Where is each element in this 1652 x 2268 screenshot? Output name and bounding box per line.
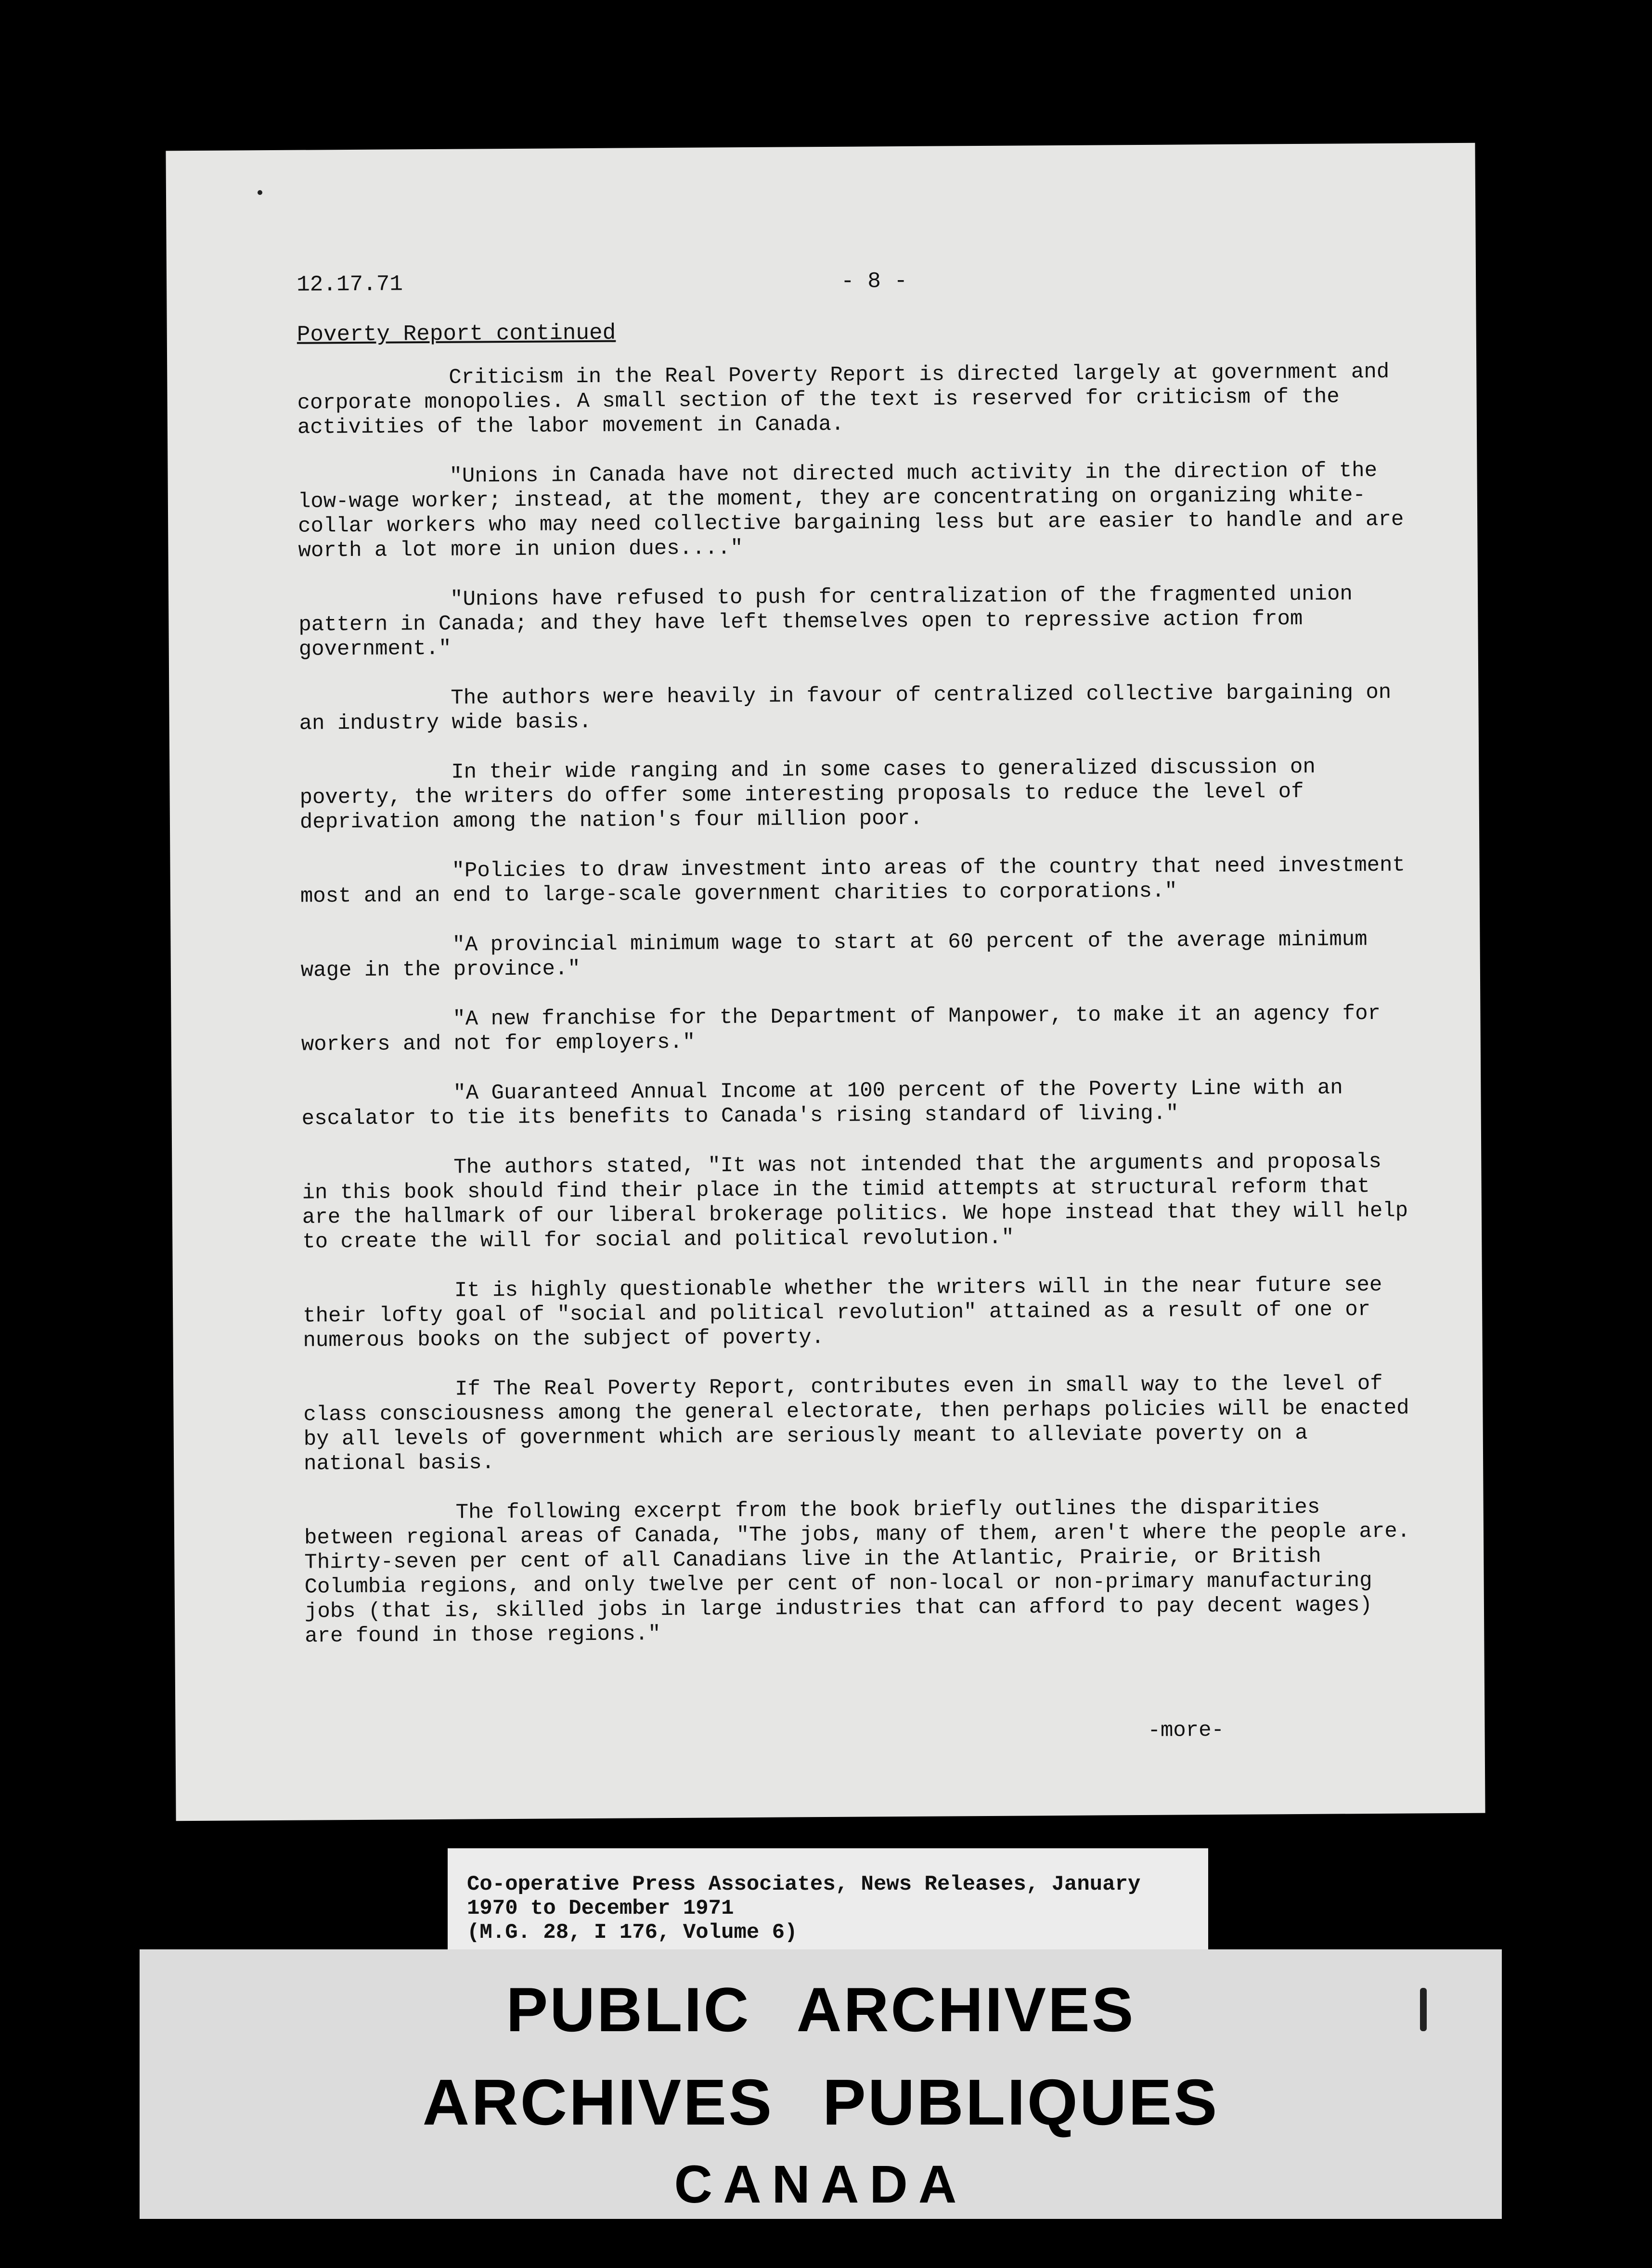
archive-label-line: Co-operative Press Associates, News Releases, January [467,1872,1141,1896]
paragraph: Criticism in the Real Poverty Report is directed largely at government and corporate monopolies. A small section of the text is reserved for criticism of the activities of the labor movement in Canada. [297,360,1390,440]
paragraph: The following excerpt from the book briefly outlines the disparities between regional areas of Canada, "The jobs, many of them, aren't where the people are. Thirty-seven per cent of all Canadians live in the Atlantic, Prairie, or British Columbia regions, and only twelve per cent of non-local or non-primary manufacturing jobs (that is, skilled jobs in large industries that can afford to pay decent wages) are found in those regions." [304,1495,1410,1649]
paragraph: The authors were heavily in favour of centralized collective bargaining on an industry wide basis. [299,680,1392,736]
paragraph: In their wide ranging and in some cases to generalized discussion on poverty, the writers do offer some interesting proposals to reduce the level of deprivation among the nation's four million poor. [299,755,1316,835]
film-speck [1420,1988,1427,2031]
continuation-marker: -more- [1148,1718,1225,1743]
paragraph: "Policies to draw investment into areas of the country that need investment most and an end to large-scale government charities to corporations." [300,853,1406,909]
archive-reference-label [448,1848,1208,1959]
document-page [166,143,1485,1821]
archive-label-line: (M.G. 28, I 176, Volume 6) [467,1920,798,1945]
page-number: - 8 - [840,268,908,294]
paragraph: "Unions in Canada have not directed much activity in the direction of the low-wage worker; instead, at the moment, they are concentrating on organizing white-collar workers who may need collective bargaining less but are easier to handle and are worth a lot more in union dues...." [297,458,1404,563]
film-speck [258,190,262,195]
banner-country: CANADA [674,2155,968,2214]
banner-title-french: ARCHIVES PUBLIQUES [422,2066,1219,2139]
paragraph: "A provincial minimum wage to start at 60 percent of the average minimum wage in the province." [300,928,1368,983]
document-date: 12.17.71 [296,271,403,297]
paragraph: If The Real Poverty Report, contributes even in small way to the level of class consciousness among the general electorate, then perhaps policies will be enacted by all levels of government which are seriously meant to alleviate poverty on a national basis. [303,1371,1409,1476]
public-archives-banner [140,1949,1502,2219]
paragraph: The authors stated, "It was not intended that the arguments and proposals in this book should find their place in the timid attempts at structural reform that are the hallmark of our liberal brokerage politics. We hope instead that they will help to create the will for social and political revolution." [302,1149,1408,1254]
section-title: Poverty Report continued [297,320,616,348]
banner-title-english: PUBLIC ARCHIVES [506,1974,1136,2045]
paragraph: "A new franchise for the Department of Manpower, to make it an agency for workers and not for employers." [301,1001,1381,1057]
paragraph: "A Guaranteed Annual Income at 100 percent of the Poverty Line with an escalator to tie its benefits to Canada's rising standard of living." [301,1076,1343,1131]
page-header [297,264,1399,299]
paragraph: It is highly questionable whether the writers will in the near future see their lofty goal of "social and political revolution" attained as a result of one or numerous books on the subject of poverty. [303,1273,1382,1353]
paragraph: "Unions have refused to push for centralization of the fragmented union pattern in Canada; and they have left themselves open to repressive action from government." [298,582,1353,662]
archive-label-line: 1970 to December 1971 [467,1896,734,1920]
